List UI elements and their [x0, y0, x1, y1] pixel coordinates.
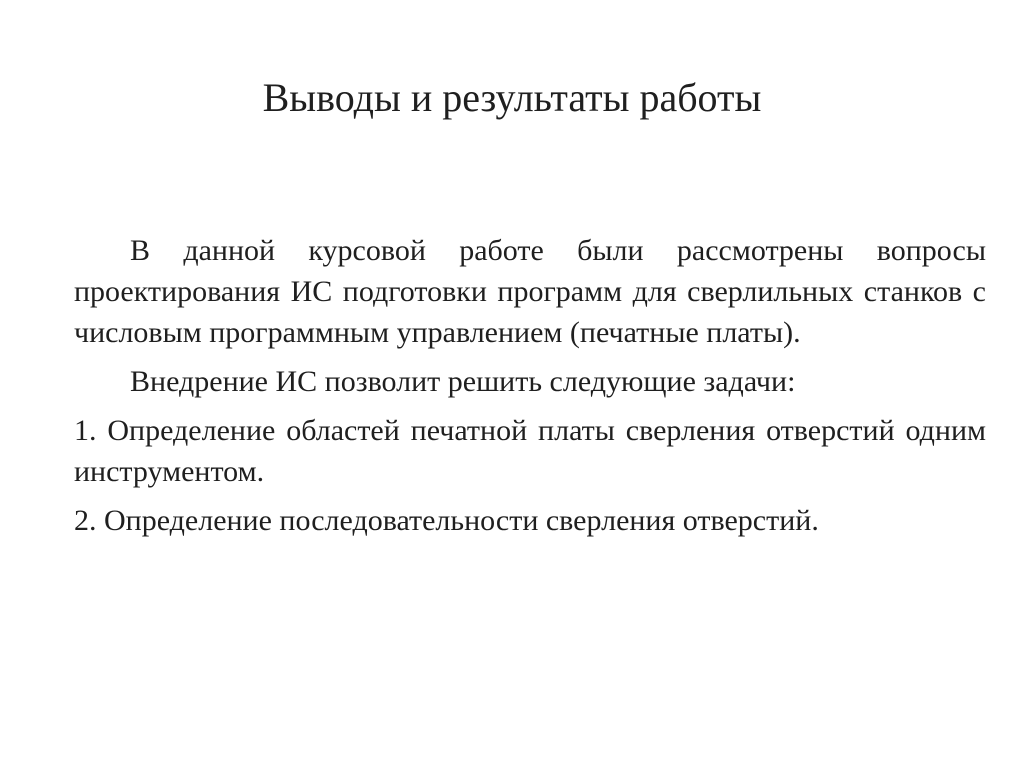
slide-title: Выводы и результаты работы	[262, 75, 762, 120]
slide-body	[74, 230, 986, 541]
task-item-1: 1. Определение областей печатной платы сверления отверстий одним инструментом.	[74, 414, 986, 488]
tasks-intro-paragraph: Внедрение ИС позволит решить следующие задачи:	[130, 365, 796, 398]
task-item-2: 2. Определение последовательности сверления отверстий.	[74, 504, 819, 537]
intro-paragraph: В данной курсовой работе были рассмотрены вопросы проектирования ИС подготовки программ для сверлильных станков с числовым программным управлением (печатные платы).	[74, 234, 986, 349]
